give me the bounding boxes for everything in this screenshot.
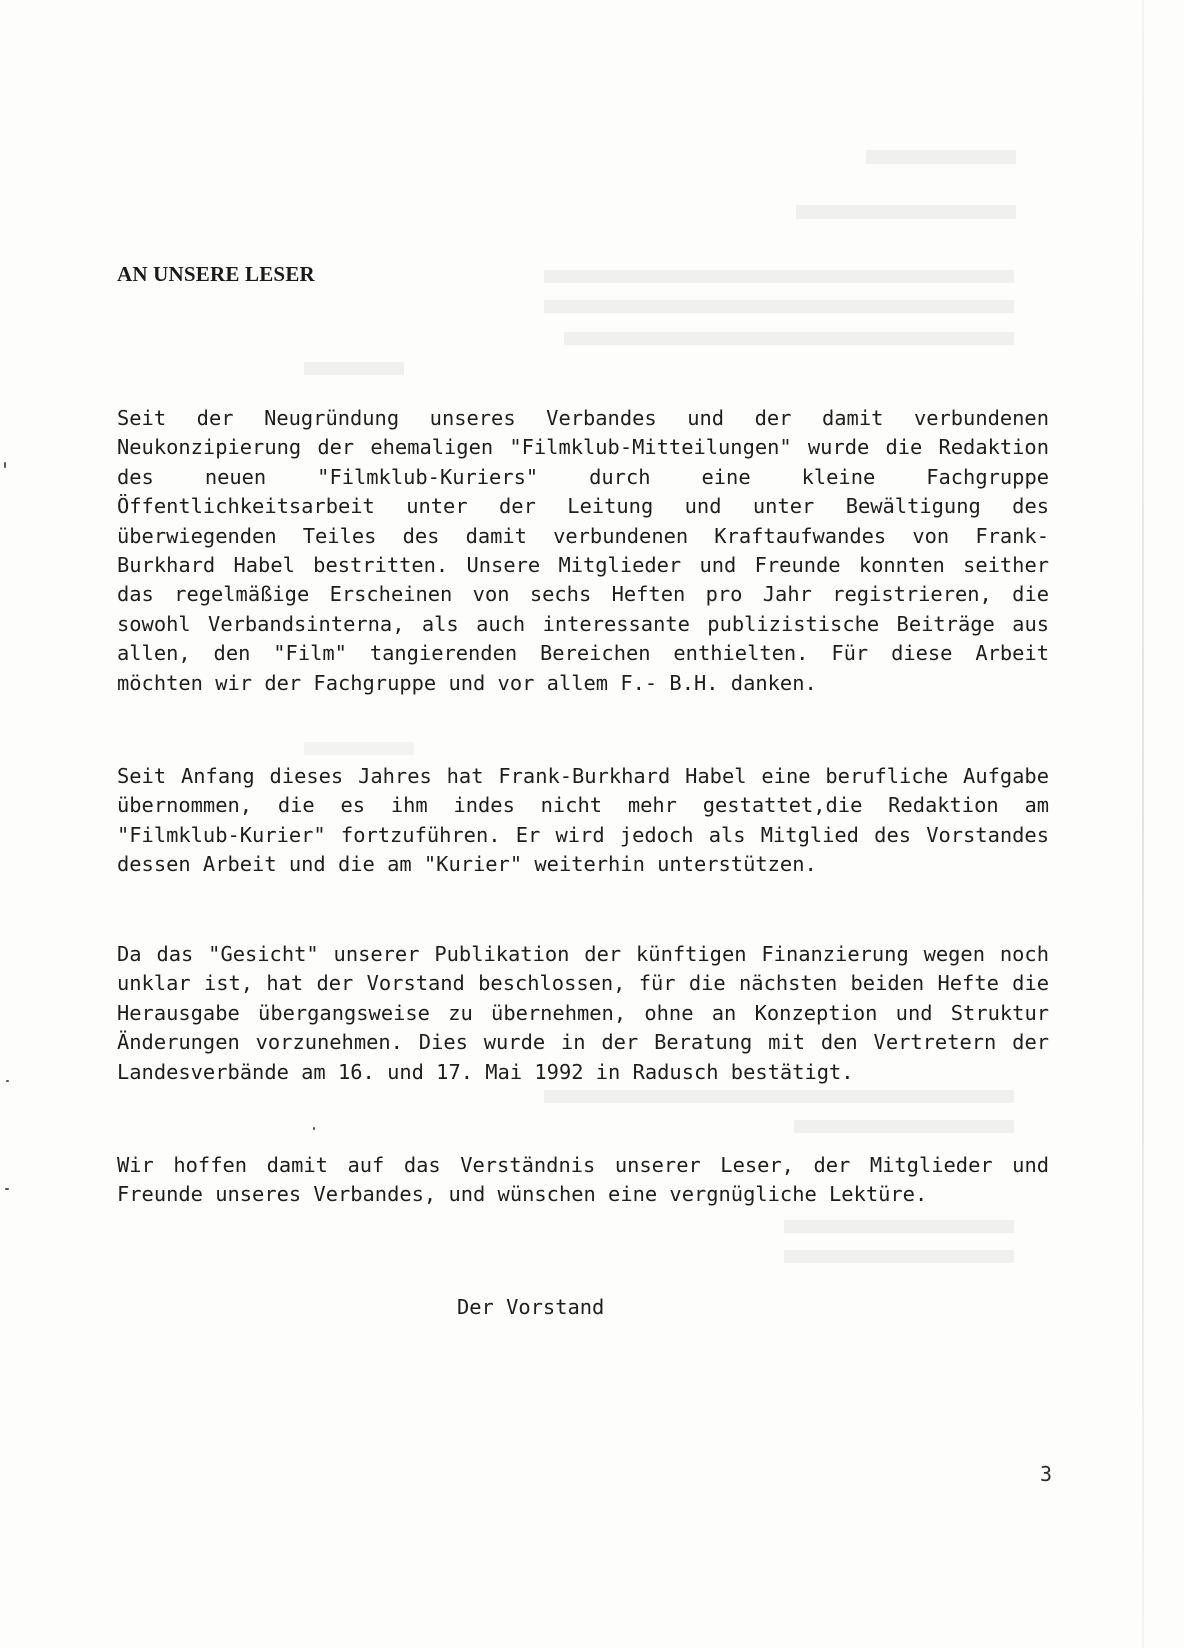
page-number: 3 [1040, 1462, 1053, 1486]
page-heading: AN UNSERE LESER [117, 262, 315, 286]
paragraph-1: Seit der Neugründung unseres Verbandes und der damit verbundenen Neukonzipierung der ehemaligen "Filmklub-Mitteilungen" wurde die Redaktion des neuen "Filmklub-Kuriers" durch eine kleine Fachgruppe Öffentlichkeitsarbeit unter der Leitung und unter Bewältigung des überwiegenden Teiles des damit verbundenen Kraftaufwandes von Frank-Burkhard Habel bestritten. Unsere Mitglieder und Freunde konnten seither das regelmäßige Erscheinen von sechs Heften pro Jahr registrieren, die sowohl Verbandsinterna, als auch interessante publizistische Beiträge aus allen, den "Film" tangierenden Bereichen enthielten. Für diese Arbeit möchten wir der Fachgruppe und vor allem F.- B.H. danken. [117, 406, 1049, 695]
paragraph-4: Wir hoffen damit auf das Verständnis unserer Leser, der Mitglieder und Freunde unseres Verbandes, und wünschen eine vergnügliche Lektüre. [117, 1153, 1049, 1207]
paragraph-3: Da das "Gesicht" unserer Publikation der künftigen Finanzierung wegen noch unklar ist, hat der Vorstand beschlossen, für die nächsten beiden Hefte die Herausgabe übergangsweise zu übernehmen, ohne an Konzeption und Struktur Änderungen vorzunehmen. Dies wurde in der Beratung mit den Vertretern der Landesverbände am 16. und 17. Mai 1992 in Radusch bestätigt. [117, 942, 1049, 1084]
page-edge-shadow [1142, 0, 1144, 1648]
signature: Der Vorstand [457, 1295, 605, 1319]
paragraph-2: Seit Anfang dieses Jahres hat Frank-Burkhard Habel eine berufliche Aufgabe übernommen, die es ihm indes nicht mehr gestattet,die Redaktion am "Filmklub-Kurier" fortzuführen. Er wird jedoch als Mitglied des Vorstandes dessen Arbeit und die am "Kurier" weiterhin unterstützen. [117, 764, 1049, 877]
